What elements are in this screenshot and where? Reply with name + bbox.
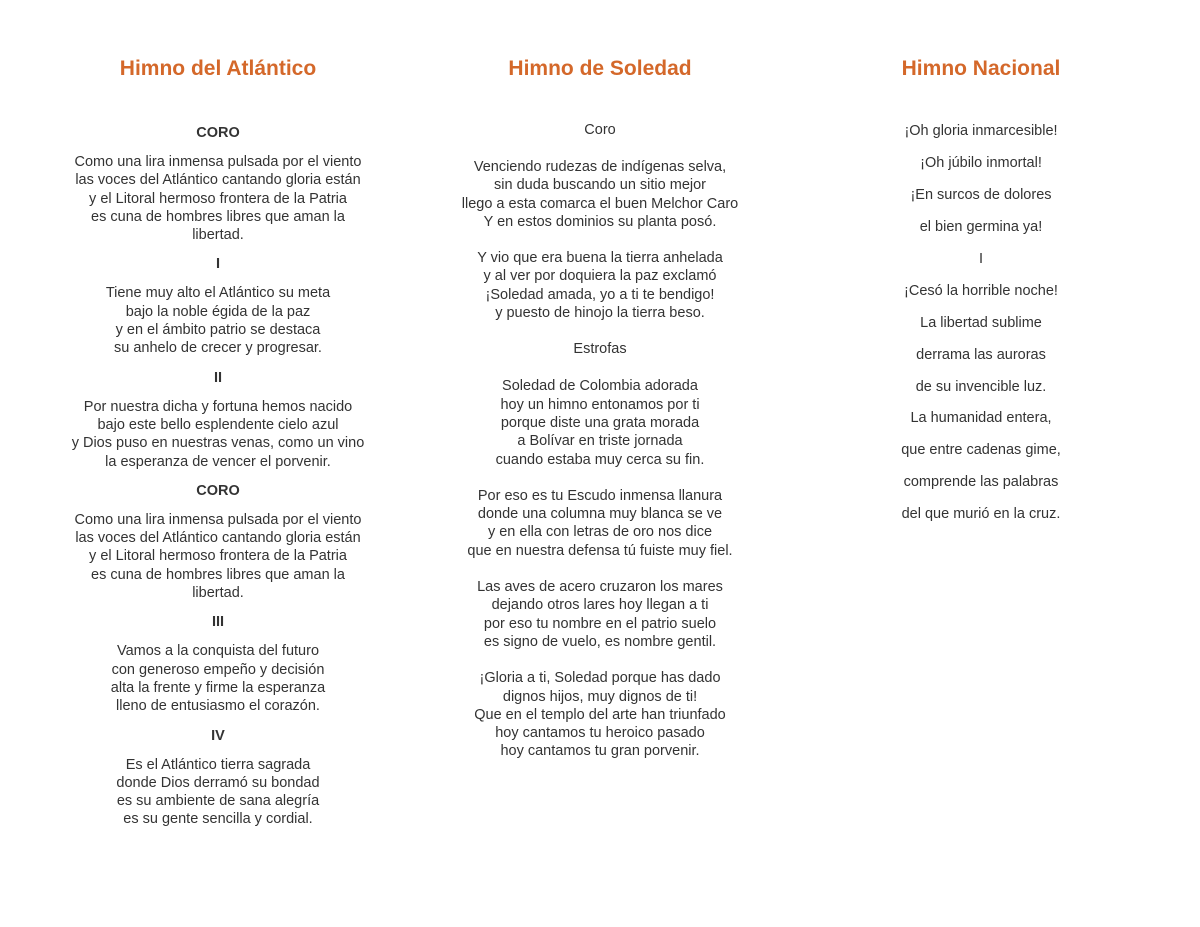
hymn-atlantico-body [30,124,406,840]
verse-line: comprende las palabras [903,474,1059,491]
verse-line: Las aves de acero cruzaron los mares [477,579,723,596]
verse-line: que entre cadenas gime, [901,442,1061,459]
verse-line: hoy cantamos tu heroico pasado [495,725,705,742]
verse-line: Vamos a la conquista del futuro [116,643,320,660]
estrofas-label: Estrofas [573,341,627,358]
verse-line: ¡Soledad amada, yo a ti te bendigo! [485,286,715,303]
verse-line: cuando estaba muy cerca su fin. [495,451,705,468]
stanza [420,158,780,231]
verse-line: que en nuestra defensa tú fuiste muy fiel. [467,542,733,559]
verse-line: la esperanza de vencer el porvenir. [105,453,331,470]
verse-line: Por eso es tu Escudo inmensa llanura [477,487,723,504]
stanza [420,578,780,651]
verse-line: Como una lira inmensa pulsada por el viento [74,154,362,170]
hymn-nacional-body [860,122,1102,537]
section-label: I [978,250,984,267]
verse-line: ¡Oh gloria inmarcesible! [904,123,1058,139]
stanza [30,756,406,829]
stanza [420,487,780,560]
verse-line: y al ver por doquiera la paz exclamó [483,268,717,285]
coro-label: Coro [584,122,616,138]
verse-line: las voces del Atlántico cantando gloria están [75,530,361,547]
verse-line: ¡En surcos de dolores [910,186,1052,203]
stanza [30,398,406,471]
verse-line: es signo de vuelo, es nombre gentil. [483,633,717,650]
hymn-nacional-title: Himno Nacional [901,57,1061,80]
section-label: II [213,369,223,386]
verse-line: lleno de entusiasmo el corazón. [116,698,320,715]
verse-line: alta la frente y firme la esperanza [110,679,326,696]
verse-line: y en ella con letras de oro nos dice [487,524,713,541]
verse-line: bajo la noble égida de la paz [125,303,311,320]
section-label: IV [211,727,225,744]
verse-line: Tiene muy alto el Atlántico su meta [105,285,331,302]
verse-line: y en el ámbito patrio se destaca [115,322,321,339]
verse-line: libertad. [192,227,244,244]
verse-line: por eso tu nombre en el patrio suelo [483,615,717,632]
verse-line: donde Dios derramó su bondad [116,774,320,791]
verse-line: y puesto de hinojo la tierra beso. [495,305,705,322]
verse-line: del que murió en la cruz. [901,506,1061,523]
verse-line: sin duda buscando un sitio mejor [494,177,706,194]
verse-line: hoy un himno entonamos por ti [500,396,700,413]
verse-line: las voces del Atlántico cantando gloria están [75,172,361,189]
stanza [420,669,780,760]
verse-line: bajo este bello esplendente cielo azul [97,416,339,433]
verse-line: Es el Atlántico tierra sagrada [125,756,311,773]
stanza [30,642,406,715]
verse-line: La libertad sublime [920,314,1042,331]
section-label: III [211,614,225,631]
verse-line: La humanidad entera, [910,410,1052,427]
verse-line: Y en estos dominios su planta posó. [483,213,717,230]
verse-line: porque diste una grata morada [500,414,700,431]
verse-line: ¡Oh júbilo inmortal! [920,154,1042,171]
verse-line: con generoso empeño y decisión [111,661,325,678]
verse-line: Y vio que era buena la tierra anhelada [477,250,723,267]
stanza [30,284,406,357]
verse-line: Venciendo rudezas de indígenas selva, [473,159,727,175]
hymn-soledad-title: Himno de Soledad [508,57,692,80]
verse-line: ¡Cesó la horrible noche! [904,282,1058,299]
verse-line: dejando otros lares hoy llegan a ti [491,597,709,614]
hymn-atlantico-title: Himno del Atlántico [119,57,317,80]
stanza [30,511,406,602]
verse-line: Que en el templo del arte han triunfado [474,706,726,723]
verse-line: es cuna de hombres libres que aman la [91,566,345,583]
verse-line: el bien germina ya! [919,218,1043,235]
section-label: I [215,256,221,273]
verse-line: derrama las auroras [916,346,1046,363]
verse-line: Como una lira inmensa pulsada por el viento [74,511,362,528]
stanza [420,249,780,322]
verse-line: es su ambiente de sana alegría [116,793,320,810]
verse-line: y Dios puso en nuestras venas, como un vino [71,435,365,452]
verse-line: libertad. [192,585,244,602]
verse-line: dignos hijos, muy dignos de ti! [502,688,698,705]
verse-line: a Bolívar en triste jornada [517,433,683,450]
verse-line: Por nuestra dicha y fortuna hemos nacido [83,398,353,415]
verse-line: de su invencible luz. [915,378,1047,395]
hymn-soledad-body [420,121,780,779]
verse-line: llego a esta comarca el buen Melchor Caro [461,195,739,212]
verse-line: su anhelo de crecer y progresar. [114,340,322,357]
section-label: CORO [196,482,240,499]
verse-line: ¡Gloria a ti, Soledad porque has dado [479,670,721,687]
verse-line: donde una columna muy blanca se ve [477,506,723,523]
verse-line: y el Litoral hermoso frontera de la Patria [89,190,347,207]
verse-line: Soledad de Colombia adorada [502,378,698,395]
verse-line: y el Litoral hermoso frontera de la Patria [89,548,347,565]
verse-line: es su gente sencilla y cordial. [123,811,313,828]
verse-line: es cuna de hombres libres que aman la [91,208,345,225]
stanza [30,153,406,244]
section-label: CORO [196,125,240,141]
verse-line: hoy cantamos tu gran porvenir. [500,743,700,760]
stanza [420,377,780,468]
